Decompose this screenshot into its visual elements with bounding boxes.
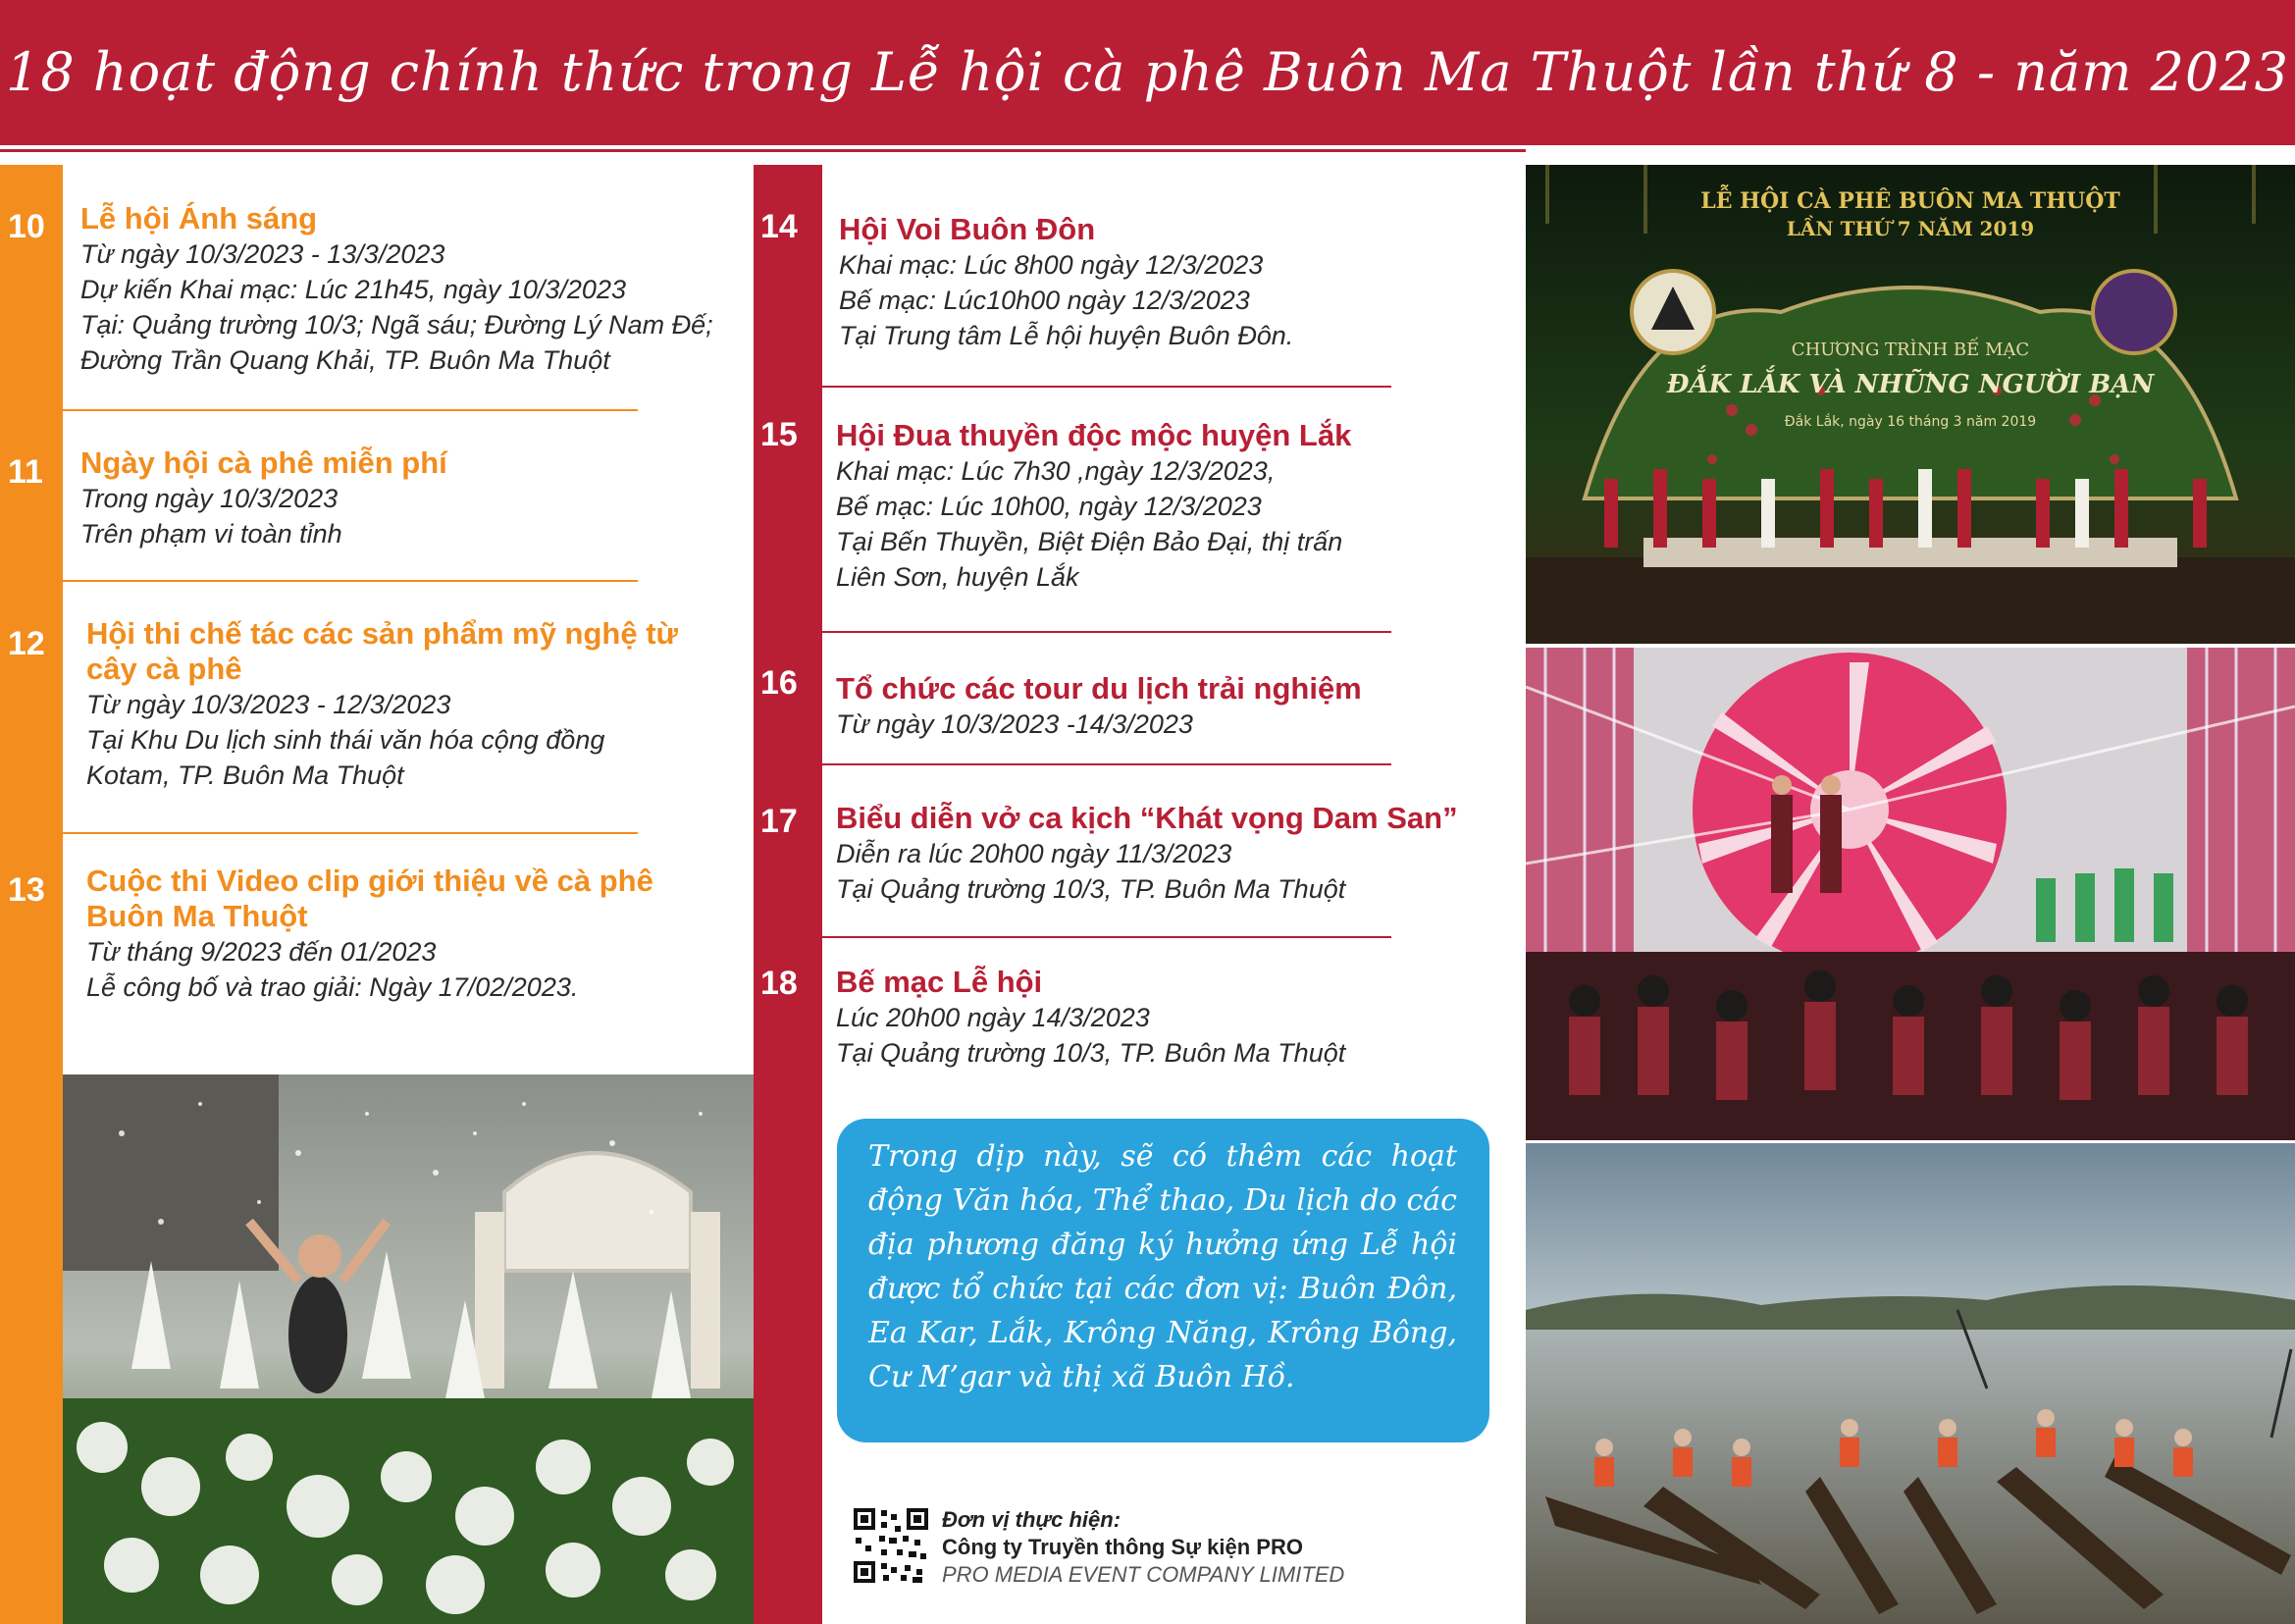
activity-line: Tại: Quảng trường 10/3; Ngã sáu; Đường Lý Nam Đế; xyxy=(80,310,713,340)
activity-item-11 xyxy=(80,445,447,551)
activity-line: Khai mạc: Lúc 7h30 ,ngày 12/3/2023, xyxy=(836,456,1276,486)
credit-block xyxy=(942,1506,1344,1588)
qr-code-art xyxy=(852,1506,930,1585)
activity-line: Trên phạm vi toàn tỉnh xyxy=(80,519,342,549)
activity-title: Lễ hội Ánh sáng xyxy=(80,201,318,236)
dam-san-performance-art xyxy=(1526,648,2295,1140)
item-number: 15 xyxy=(760,416,798,453)
activity-title: Bế mạc Lễ hội xyxy=(836,965,1043,999)
activity-title: Hội Voi Buôn Đôn xyxy=(839,212,1096,246)
activity-title: Biểu diễn vở ca kịch “Khát vọng Dam San” xyxy=(836,801,1458,835)
activity-line: Tại Bến Thuyền, Biệt Điện Bảo Đại, thị trấn xyxy=(836,527,1343,556)
callout-text: Trong dịp này, sẽ có thêm các hoạt động Văn hóa, Thể thao, Du lịch do các địa phương đăng ký hưởng ứng Lễ hội được tổ chức tại các đơn vị: Buôn Đôn, Ea Kar, Lắk, Krông Năng, Krông Bông, Cư M’gar và thị xã Buôn Hồ. xyxy=(868,1139,1457,1394)
activity-line: Tại Khu Du lịch sinh thái văn hóa cộng đồng xyxy=(86,725,605,755)
activity-line: Bế mạc: Lúc 10h00, ngày 12/3/2023 xyxy=(836,492,1262,521)
activity-title: Tổ chức các tour du lịch trải nghiệm xyxy=(836,671,1362,706)
activity-item-13 xyxy=(86,864,653,1005)
item-divider xyxy=(822,386,1391,388)
activity-line: Trong ngày 10/3/2023 xyxy=(80,484,339,513)
activity-line: Từ tháng 9/2023 đến 01/2023 xyxy=(86,937,437,967)
item-divider xyxy=(63,409,638,411)
credit-label: Đơn vị thực hiện: xyxy=(942,1507,1121,1532)
stage-show-name: ĐẮK LẮK VÀ NHỮNG NGƯỜI BẠN xyxy=(1666,370,2155,399)
item-number: 16 xyxy=(760,664,798,702)
activity-title: Ngày hội cà phê miễn phí xyxy=(80,445,447,480)
activity-line: Từ ngày 10/3/2023 -14/3/2023 xyxy=(836,709,1193,739)
activity-item-16 xyxy=(836,671,1362,742)
activity-title: Cuộc thi Video clip giới thiệu về cà phê xyxy=(86,864,653,898)
stage-program: CHƯƠNG TRÌNH BẾ MẠC xyxy=(1791,340,2030,360)
activity-line: Tại Quảng trường 10/3, TP. Buôn Ma Thuột xyxy=(836,1038,1346,1068)
activity-line: Dự kiến Khai mạc: Lúc 21h45, ngày 10/3/2023 xyxy=(80,275,626,304)
item-number: 17 xyxy=(760,803,798,840)
middle-accent-bar xyxy=(754,165,822,1624)
activity-line: Từ ngày 10/3/2023 - 13/3/2023 xyxy=(80,239,445,269)
item-number: 13 xyxy=(8,871,45,909)
dam-san-performance-photo xyxy=(1526,648,2295,1140)
item-number: 10 xyxy=(8,208,45,245)
activity-line: Liên Sơn, huyện Lắk xyxy=(836,562,1079,592)
activity-item-12 xyxy=(86,616,678,793)
activity-item-17 xyxy=(836,801,1458,907)
qr-code-icon xyxy=(852,1506,930,1585)
stage-banner-subtitle: LẦN THỨ 7 NĂM 2019 xyxy=(1786,217,2035,240)
page-title: 18 hoạt động chính thức trong Lễ hội cà phê Buôn Ma Thuột lần thứ 8 - năm 2023 xyxy=(5,41,2289,103)
item-divider xyxy=(63,832,638,834)
credit-company-en: PRO MEDIA EVENT COMPANY LIMITED xyxy=(942,1562,1345,1587)
activity-line: Tại Quảng trường 10/3, TP. Buôn Ma Thuột xyxy=(836,874,1346,904)
activity-title: Hội thi chế tác các sản phẩm mỹ nghệ từ xyxy=(86,616,678,651)
item-divider xyxy=(822,763,1391,765)
activity-line: Lúc 20h00 ngày 14/3/2023 xyxy=(836,1003,1150,1032)
activity-line: Diễn ra lúc 20h00 ngày 11/3/2023 xyxy=(836,839,1232,868)
closing-ceremony-photo xyxy=(1526,165,2295,644)
item-number: 12 xyxy=(8,625,45,662)
credit-company: Công ty Truyền thông Sự kiện PRO xyxy=(942,1535,1303,1559)
activity-item-15 xyxy=(836,418,1351,595)
activity-line: Tại Trung tâm Lễ hội huyện Buôn Đôn. xyxy=(839,321,1294,350)
item-number: 11 xyxy=(8,453,43,491)
activity-title: cây cà phê xyxy=(86,652,242,686)
activity-line: Đường Trần Quang Khải, TP. Buôn Ma Thuột xyxy=(80,345,610,375)
info-callout xyxy=(837,1119,1489,1442)
parade-photo-art xyxy=(63,1074,754,1624)
item-divider xyxy=(822,631,1391,633)
activity-line: Từ ngày 10/3/2023 - 12/3/2023 xyxy=(86,690,451,719)
activity-title: Hội Đua thuyền độc mộc huyện Lắk xyxy=(836,418,1352,452)
stage-banner-title: LỄ HỘI CÀ PHÊ BUÔN MA THUỘT xyxy=(1700,188,2120,214)
activity-item-18 xyxy=(836,965,1345,1071)
item-divider xyxy=(63,580,638,582)
canoe-race-art xyxy=(1526,1143,2295,1624)
item-number: 18 xyxy=(760,965,798,1002)
activity-title: Buôn Ma Thuột xyxy=(86,899,308,933)
activity-line: Bế mạc: Lúc10h00 ngày 12/3/2023 xyxy=(839,286,1250,315)
closing-ceremony-art xyxy=(1526,165,2295,644)
header-divider xyxy=(0,149,1526,152)
activity-item-14 xyxy=(839,212,1293,353)
activity-line: Lễ công bố và trao giải: Ngày 17/02/2023. xyxy=(86,972,579,1002)
stage-date: Đắk Lắk, ngày 16 tháng 3 năm 2019 xyxy=(1784,414,2037,430)
activity-item-10 xyxy=(80,201,713,378)
item-number: 14 xyxy=(760,208,798,245)
canoe-race-photo xyxy=(1526,1143,2295,1624)
parade-photo xyxy=(63,1074,754,1624)
activity-line: Khai mạc: Lúc 8h00 ngày 12/3/2023 xyxy=(839,250,1264,280)
item-divider xyxy=(822,936,1391,938)
activity-line: Kotam, TP. Buôn Ma Thuột xyxy=(86,760,404,790)
